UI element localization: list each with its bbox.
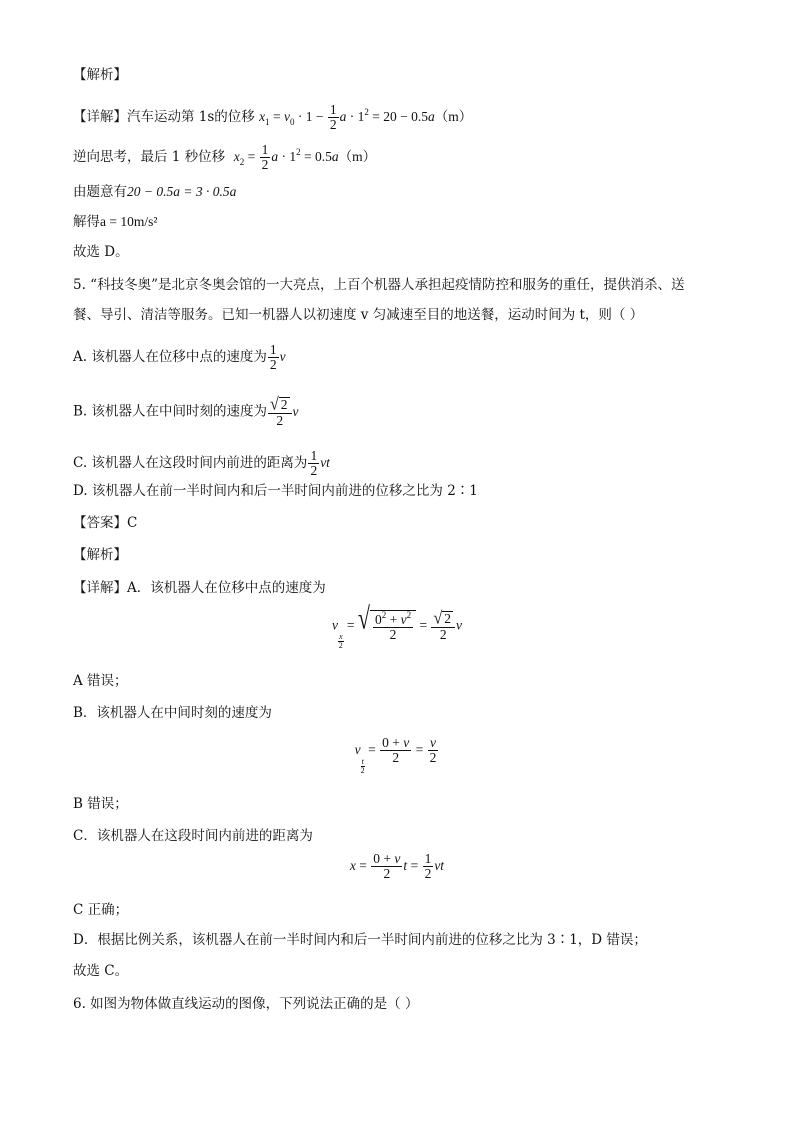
c-right: C 正确； xyxy=(73,902,129,918)
option-b-formula: √ 2 2 v xyxy=(270,395,299,428)
detail-label: 【详解】 xyxy=(73,109,127,125)
formula-midtime-velocity: v $\frac{t}{2}$ = $\frac{0 + v}{2}$ = $\frac{v}{2}$ xyxy=(354,735,437,775)
option-b-text: B. 该机器人在中间时刻的速度为 xyxy=(73,403,268,420)
q6-stem: 6. 如图为物体做直线运动的图像，下列说法正确的是（ ） xyxy=(73,996,419,1012)
option-a xyxy=(73,343,286,372)
detail-b: B．该机器人在中间时刻的速度为 xyxy=(73,705,272,721)
formula-distance: x = $\frac{0 + v}{2}$ t = $\frac{1}{2}$ vt xyxy=(349,851,445,882)
solve-equation: a = 10m/s² xyxy=(100,214,158,229)
option-c-formula: $\frac{1}{2}$ vt xyxy=(310,448,330,479)
detail-c: C．该机器人在这段时间内前进的距离为 xyxy=(73,828,313,844)
detail-a: 【详解】A．该机器人在位移中点的速度为 xyxy=(73,580,326,596)
given-text: 由题意有 xyxy=(73,184,127,200)
detail-line-4 xyxy=(73,213,157,231)
answer: 【答案】C xyxy=(73,515,138,531)
option-c xyxy=(73,449,330,478)
formula-midpoint-velocity: v $\frac{x}{2}$ = √ $\frac{0^2 + v^2}{2}$ = √ 2 2 v xyxy=(331,600,463,651)
a-wrong: A 错误； xyxy=(73,673,128,689)
given-equation: 20 − 0.5a = 3 · 0.5a xyxy=(127,184,237,199)
q5-stem-line-1: 5. “科技冬奥”是北京冬奥会馆的一大亮点，上百个机器人承担起疫情防控和服务的重任，提供消杀、送 xyxy=(73,277,685,293)
detail-line-3 xyxy=(73,183,236,201)
displacement-formula-2: $x_2$ = $\frac{1}{2}$ $a \cdot 1^2 = 0.5a(m)$ xyxy=(233,142,377,173)
conclusion-c: 故选 C。 xyxy=(73,963,129,979)
analysis-heading: 【解析】 xyxy=(73,67,127,83)
option-a-text: A. 该机器人在位移中点的速度为 xyxy=(73,348,267,365)
q5-stem-line-2: 餐、导引、清洁等服务。已知一机器人以初速度 v 匀减速至目的地送餐，运动时间为 t，则（ ） xyxy=(73,307,644,323)
solve-text: 解得 xyxy=(73,214,100,230)
detail-d: D．根据比例关系，该机器人在前一半时间内和后一半时间内前进的位移之比为 3∶1，D 错误； xyxy=(73,932,647,948)
option-b xyxy=(73,397,299,428)
option-c-text: C. 该机器人在这段时间内前进的距离为 xyxy=(73,454,308,471)
detail-text: 汽车运动第 1s的位移 xyxy=(127,109,255,125)
option-d: D. 该机器人在前一半时间内和后一半时间内前进的位移之比为 2∶1 xyxy=(73,483,478,499)
detail-line-2 xyxy=(73,143,376,173)
option-a-formula: $\frac{1}{2}$ v xyxy=(269,342,286,373)
b-wrong: B 错误； xyxy=(73,796,128,812)
reverse-thinking-text: 逆向思考，最后 1 秒位移 xyxy=(73,149,226,165)
conclusion-d: 故选 D。 xyxy=(73,244,129,260)
displacement-formula-1: $x_1 = v_0 \cdot 1$ − $\frac{1}{2}$ $a \cdot 1^2 = 20 - 0.5a(m)$ xyxy=(259,102,473,133)
detail-line-1 xyxy=(73,103,472,133)
q5-analysis-heading: 【解析】 xyxy=(73,547,127,563)
